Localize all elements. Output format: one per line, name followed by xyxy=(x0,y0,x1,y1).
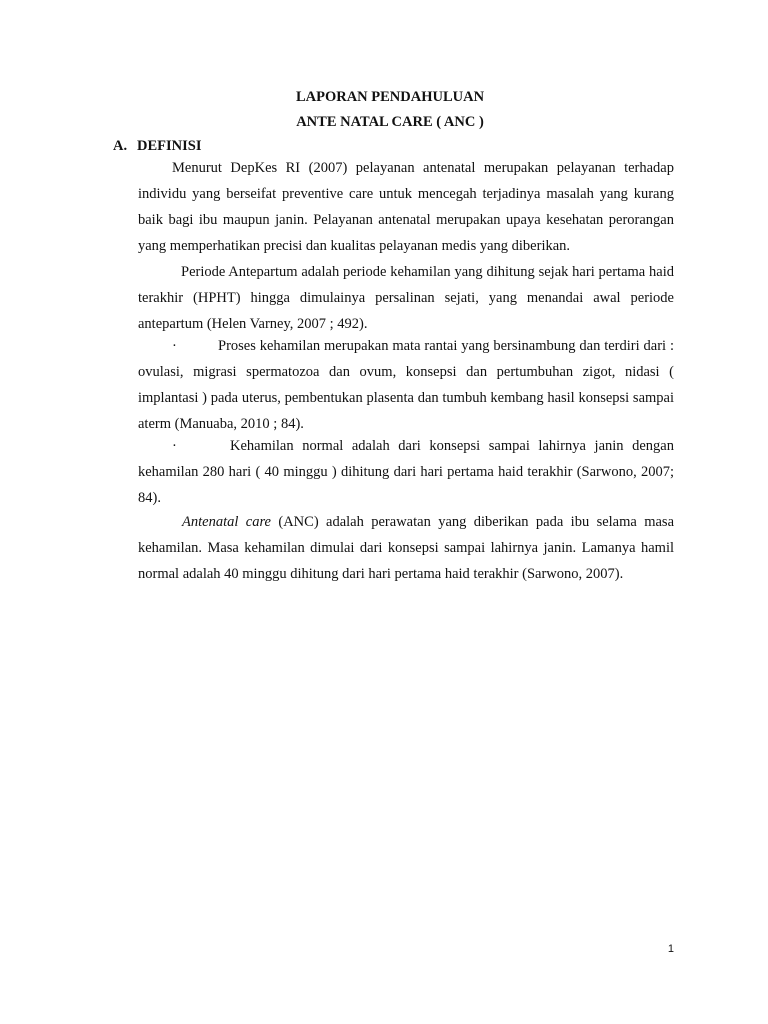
paragraph-text: Proses kehamilan merupakan mata rantai yang bersinambung dan terdiri dari : ovulasi, migrasi spermatozoa dan ovum, konsepsi dan pertumbuhan zigot, nidasi ( implantasi ) pada uterus, pembentukan plasenta dan tumbuh kembang hasil konsepsi sampai aterm (Manuaba, 2010 ; 84). xyxy=(138,338,674,432)
paragraph-proses-kehamilan xyxy=(138,333,674,437)
paragraph-text: Kehamilan normal adalah dari konsepsi sampai lahirnya janin dengan kehamilan 280 hari ( 40 minggu ) dihitung dari hari pertama haid terakhir (Sarwono, 2007; 84). xyxy=(138,438,674,506)
paragraph-kehamilan-normal xyxy=(138,433,674,511)
paragraph-definition-depkes xyxy=(138,155,674,259)
page-number: 1 xyxy=(667,943,674,955)
bullet-marker: · xyxy=(172,438,177,454)
italic-term: Antenatal care xyxy=(182,514,271,530)
paragraph-text: Menurut DepKes RI (2007) pelayanan antenatal merupakan pelayanan terhadap individu yang berseifat preventive care untuk mencegah terjadinya masalah yang kurang baik bagi ibu maupun janin. Pelayanan antenatal merupakan upaya kesehatan perorangan yang memperhatikan precisi dan kualitas pelayanan medis yang diberikan. xyxy=(138,160,674,254)
paragraph-text: (ANC) adalah perawatan yang diberikan pada ibu selama masa kehamilan. Masa kehamilan dimulai dari konsepsi sampai lahirnya janin. Lamanya hamil normal adalah 40 minggu dihitung dari hari pertama haid terakhir (Sarwono, 2007). xyxy=(138,514,675,582)
bullet-marker: · xyxy=(172,338,177,354)
paragraph-antepartum xyxy=(138,259,674,337)
section-heading xyxy=(113,137,201,155)
document-subtitle: ANTE NATAL CARE ( ANC ) xyxy=(296,114,484,130)
section-letter: A. xyxy=(113,138,128,154)
document-title: LAPORAN PENDAHULUAN xyxy=(295,89,485,105)
section-title: DEFINISI xyxy=(137,138,202,154)
paragraph-antenatal-care xyxy=(138,509,674,587)
paragraph-text: Periode Antepartum adalah periode kehamilan yang dihitung sejak hari pertama haid terakhir (HPHT) hingga dimulainya persalinan sejati, yang menandai awal periode antepartum (Helen Varney, 2007 ; 492). xyxy=(138,264,674,332)
